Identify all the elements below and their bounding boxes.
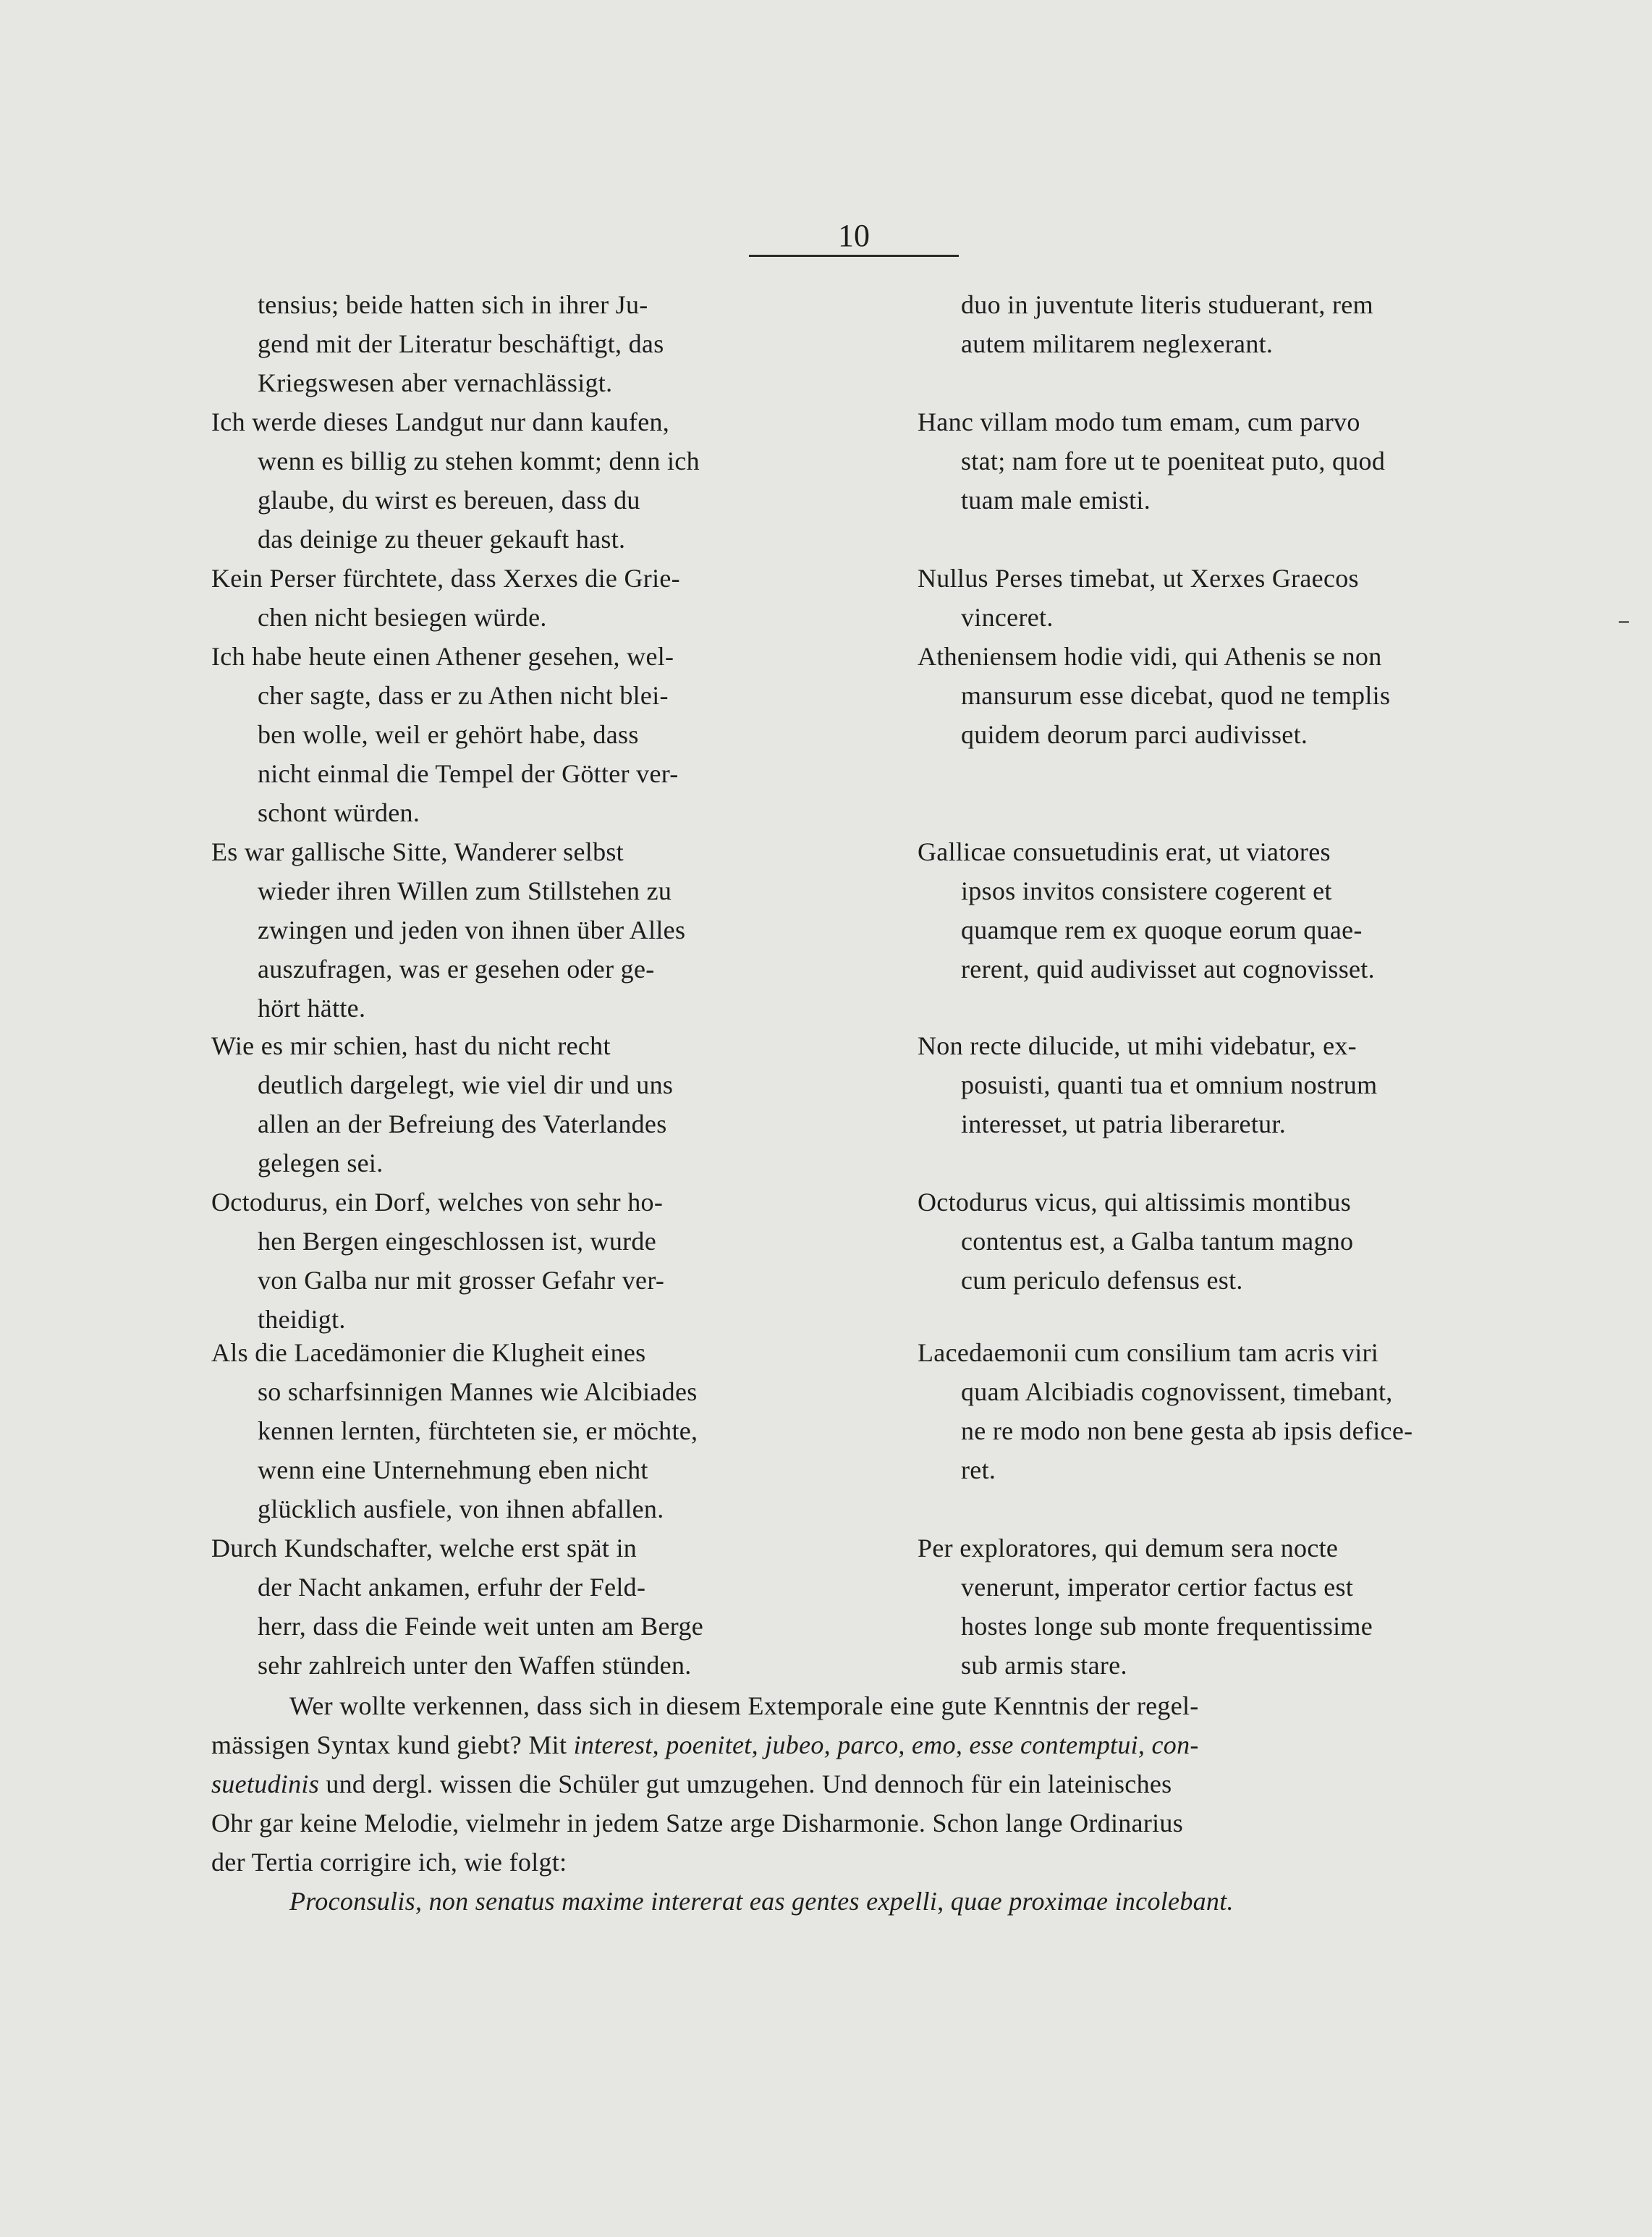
latin-sentence-1: [918, 285, 1489, 363]
latin-sentence-6: [918, 1026, 1489, 1143]
text-line: quidem deorum parci audivisset.: [961, 720, 1308, 749]
text-line: hen Bergen eingeschlossen ist, wurde: [258, 1227, 657, 1256]
german-sentence-1: [211, 285, 783, 402]
text-line: sub armis stare.: [961, 1651, 1127, 1680]
text-line: venerunt, imperator certior factus est: [961, 1573, 1354, 1602]
text-line: das deinige zu theuer gekauft hast.: [258, 525, 626, 554]
latin-sentence-9: [918, 1528, 1489, 1685]
german-sentence-4: [211, 637, 783, 832]
latin-sentence-5: [918, 832, 1489, 989]
text-line: vinceret.: [961, 603, 1054, 632]
text-line: wenn es billig zu stehen kommt; denn ich: [258, 447, 700, 475]
text-line: Octodurus vicus, qui altissimis montibus: [918, 1188, 1352, 1217]
text-line: Kriegswesen aber vernachlässigt.: [258, 368, 613, 397]
text-line: wenn eine Unternehmung eben nicht: [258, 1455, 648, 1484]
text-line: kennen lernten, fürchteten sie, er möchte,: [258, 1416, 698, 1445]
text-line: allen an der Befreiung des Vaterlandes: [258, 1109, 667, 1138]
text-line: deutlich dargelegt, wie viel dir und uns: [258, 1070, 674, 1099]
latin-sentence-7: [918, 1183, 1489, 1300]
latin-sentence-8: [918, 1333, 1489, 1489]
german-sentence-6: [211, 1026, 783, 1183]
page-number-rule: [749, 255, 959, 257]
text-line: Als die Lacedämonier die Klugheit eines: [211, 1338, 646, 1367]
commentary-paragraph: [211, 1686, 1489, 1882]
text-line: schont würden.: [258, 798, 420, 827]
german-sentence-3: [211, 559, 783, 637]
text-line: stat; nam fore ut te poeniteat puto, quod: [961, 447, 1386, 475]
text-line: rerent, quid audivisset aut cognovisset.: [961, 955, 1375, 984]
text-line: hört hätte.: [258, 994, 366, 1023]
text-line: nicht einmal die Tempel der Götter ver-: [258, 759, 679, 788]
text-line: cum periculo defensus est.: [961, 1266, 1243, 1295]
text-line: quamque rem ex quoque eorum quae-: [961, 915, 1363, 944]
text-line: der Tertia corrigire ich, wie folgt:: [211, 1848, 567, 1877]
text-line: Wie es mir schien, hast du nicht recht: [211, 1031, 611, 1060]
text-line: zwingen und jeden von ihnen über Alles: [258, 915, 686, 944]
text-line: cher sagte, dass er zu Athen nicht blei-: [258, 681, 669, 710]
text-line: Ich werde dieses Landgut nur dann kaufen,: [211, 407, 670, 436]
text-line: gend mit der Literatur beschäftigt, das: [258, 329, 664, 358]
text-line: glaube, du wirst es bereuen, dass du: [258, 486, 640, 515]
text-line: von Galba nur mit grosser Gefahr ver-: [258, 1266, 665, 1295]
text-line: tensius; beide hatten sich in ihrer Ju-: [258, 290, 648, 319]
text-line: ne re modo non bene gesta ab ipsis defice-: [961, 1416, 1413, 1445]
text-line: der Nacht ankamen, erfuhr der Feld-: [258, 1573, 646, 1602]
text-line: ipsos invitos consistere cogerent et: [961, 876, 1332, 905]
text-line: Ohr gar keine Melodie, vielmehr in jedem Satze arge Disharmonie. Schon lange Ordinarius: [211, 1809, 1184, 1838]
text-line: Non recte dilucide, ut mihi videbatur, ex-: [918, 1031, 1357, 1060]
page-number: 10: [838, 218, 870, 253]
text-line: Durch Kundschafter, welche erst spät in: [211, 1534, 637, 1562]
text-line: Hanc villam modo tum emam, cum parvo: [918, 407, 1360, 436]
german-sentence-9: [211, 1528, 783, 1685]
latin-sentence-4: [918, 637, 1489, 754]
text-line: mansurum esse dicebat, quod ne templis: [961, 681, 1391, 710]
text-line: sehr zahlreich unter den Waffen stünden.: [258, 1651, 692, 1680]
text-line: tuam male emisti.: [961, 486, 1151, 515]
text-line: Es war gallische Sitte, Wanderer selbst: [211, 837, 624, 866]
latin-sentence-2: [918, 402, 1489, 520]
latin-sentence-3: [918, 559, 1489, 637]
text-line: gelegen sei.: [258, 1149, 384, 1177]
text-line: herr, dass die Feinde weit unten am Berge: [258, 1612, 704, 1641]
text-line: contentus est, a Galba tantum magno: [961, 1227, 1354, 1256]
text-line: Atheniensem hodie vidi, qui Athenis se non: [918, 642, 1382, 671]
text-line: theidigt.: [258, 1305, 346, 1334]
german-sentence-5: [211, 832, 783, 1028]
text-line: Lacedaemonii cum consilium tam acris viri: [918, 1338, 1379, 1367]
text-line: autem militarem neglexerant.: [961, 329, 1274, 358]
text-line: Nullus Perses timebat, ut Xerxes Graecos: [918, 564, 1359, 593]
text-line: Per exploratores, qui demum sera nocte: [918, 1534, 1339, 1562]
margin-mark: [1619, 621, 1629, 623]
text-line: auszufragen, was er gesehen oder ge-: [258, 955, 655, 984]
text-line: Wer wollte verkennen, dass sich in diesem Extemporale eine gute Kenntnis der regel-: [289, 1691, 1199, 1720]
text-line: so scharfsinnigen Mannes wie Alcibiades: [258, 1377, 698, 1406]
corrected-latin-sentence: Proconsulis, non senatus maxime intererat eas gentes expelli, quae proximae incolebant.: [289, 1887, 1234, 1916]
text-line: quam Alcibiadis cognovissent, timebant,: [961, 1377, 1393, 1406]
text-line: duo in juventute literis studuerant, rem: [961, 290, 1373, 319]
german-sentence-7: [211, 1183, 783, 1339]
text-line: ret.: [961, 1455, 996, 1484]
text-line: Gallicae consuetudinis erat, ut viatores: [918, 837, 1331, 866]
text-line: glücklich ausfiele, von ihnen abfallen.: [258, 1494, 664, 1523]
text-line: chen nicht besiegen würde.: [258, 603, 547, 632]
text-line: Kein Perser fürchtete, dass Xerxes die Grie-: [211, 564, 680, 593]
german-sentence-8: [211, 1333, 783, 1528]
text-line: ben wolle, weil er gehört habe, dass: [258, 720, 639, 749]
text-line: hostes longe sub monte frequentissime: [961, 1612, 1373, 1641]
text-line: interesset, ut patria liberaretur.: [961, 1109, 1287, 1138]
text-line: mässigen Syntax kund giebt? Mit interest, poenitet, jubeo, parco, emo, esse contemptui, con-: [211, 1730, 1199, 1759]
text-line: Ich habe heute einen Athener gesehen, wel-: [211, 642, 674, 671]
text-line: Octodurus, ein Dorf, welches von sehr ho-: [211, 1188, 664, 1217]
text-line: posuisti, quanti tua et omnium nostrum: [961, 1070, 1378, 1099]
text-line: wieder ihren Willen zum Stillstehen zu: [258, 876, 672, 905]
german-sentence-2: [211, 402, 783, 559]
text-line: suetudinis und dergl. wissen die Schüler gut umzugehen. Und dennoch für ein lateinisches: [211, 1769, 1172, 1798]
